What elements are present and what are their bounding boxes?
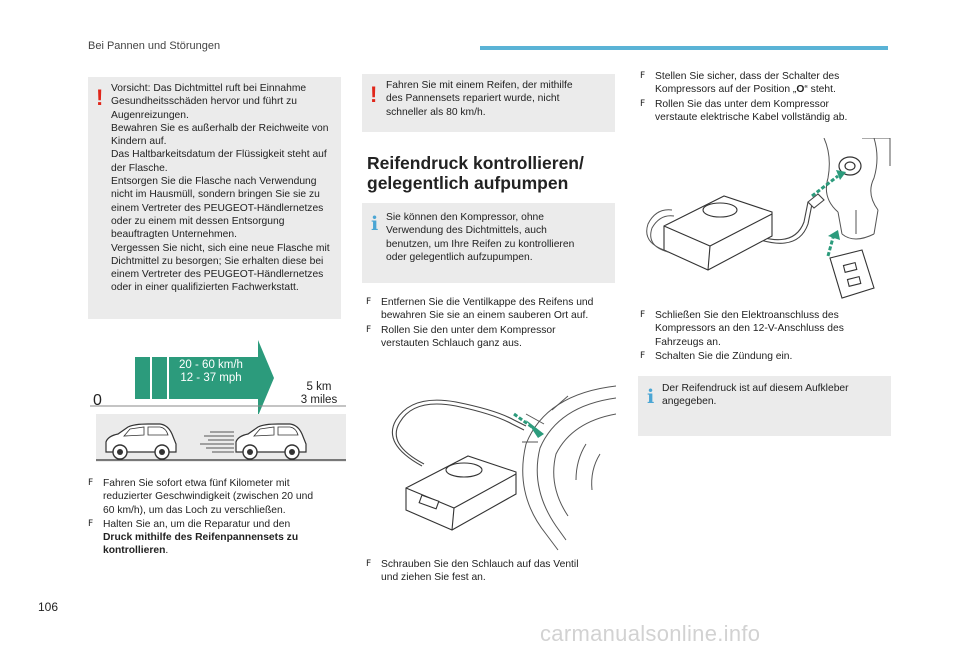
bullet-icon: F [366, 559, 372, 569]
warning-box-speed-limit [362, 74, 615, 132]
info-box-pressure-label [638, 376, 891, 436]
dashboard-graphic [824, 138, 890, 239]
info-icon: i [647, 386, 655, 408]
speed-mph: 12 - 37 mph [180, 372, 242, 384]
key-arrow-icon [828, 230, 840, 256]
warning-text: Fahren Sie mit einem Reifen, der mithilfe des Pannensets repariert wurde, nicht schneller als 80 km/h. [386, 80, 573, 118]
bullet-icon: F [640, 310, 646, 320]
instruction-list-hose [366, 558, 622, 586]
info-box-compressor [362, 203, 615, 283]
road-scene [96, 414, 346, 462]
watermark: carmanualsonline.info [540, 621, 761, 646]
bullet-icon: F [88, 478, 94, 488]
warning-icon: ! [370, 82, 378, 107]
warning-icon: ! [96, 85, 104, 110]
list-item: F Schrauben Sie den Schlauch auf das Ventil und ziehen Sie fest an. [366, 559, 579, 584]
bullet-icon: F [640, 350, 646, 361]
list-item: F Stellen Sie sicher, dass der Schalter des Kompressors auf der Position „O“ steht. [640, 71, 840, 96]
compressor-unit-icon [406, 456, 516, 530]
bullet-icon: F [366, 297, 372, 307]
key-fob-icon [830, 250, 874, 298]
page-number: 106 [38, 600, 59, 614]
list-item: F Entfernen Sie die Ventilkappe des Reifens und bewahren Sie sie an einem sauberen Ort auf. [366, 297, 594, 322]
bullet-icon: F [640, 98, 646, 109]
tire-graphic [522, 386, 616, 550]
distance-start-label: 0 [93, 392, 102, 409]
hose-graphic [392, 400, 526, 466]
speed-range-label [171, 357, 274, 399]
valve-arrow-icon [514, 414, 544, 438]
speed-kmh: 20 - 60 km/h [179, 359, 243, 371]
info-text: Der Reifendruck ist auf diesem Aufkleber angegeben. [662, 383, 849, 408]
compressor-socket-illustration [642, 138, 894, 304]
info-text: Sie können den Kompressor, ohne Verwendung des Dichtmittels, auch benutzen, um Ihre Reifen zu kontrollieren oder gelegentlich aufzupumpen. [386, 212, 575, 263]
info-icon: i [371, 213, 379, 235]
instruction-list-switch [640, 70, 896, 125]
compressor-tire-illustration [376, 384, 616, 552]
distance-miles: 3 miles [300, 394, 338, 406]
bullet-icon: F [366, 324, 372, 335]
instruction-list-drive [88, 477, 344, 559]
list-item: F Schließen Sie den Elektroanschluss des Kompressors an den 12-V-Anschluss des Fahrzeugs an. [640, 310, 844, 348]
bullet-icon: F [88, 518, 94, 529]
list-item: F Fahren Sie sofort etwa fünf Kilometer mit reduzierter Geschwindigkeit (zwischen 20 und 60 km/h), um das Loch zu verschließen. [88, 478, 314, 516]
list-item: F Rollen Sie den unter dem Kompressor verstauten Schlauch ganz aus. [366, 324, 556, 349]
header-accent-bar [480, 46, 888, 50]
compressor-unit-icon [664, 196, 772, 270]
instruction-list-valve [366, 296, 622, 351]
section-heading: Reifendruck kontrollieren/ gelegentlich aufpumpen [367, 153, 584, 193]
list-item: F Halten Sie an, um die Reparatur und den Druck mithilfe des Reifenpannensets zu kontrollieren. [88, 518, 299, 557]
bullet-icon: F [640, 71, 646, 81]
section-title: Bei Pannen und Störungen [88, 40, 221, 52]
warning-text: Vorsicht: Das Dichtmittel ruft bei Einnahme Gesundheitsschäden hervor und führt zu Augenreizungen. Bewahren Sie es außerhalb der Reichweite von Kindern auf. Das Haltbarkeitsdatum der Flüssigkeit steht auf der Flasche. Entsorgen Sie die Flasche nach Verwendung nicht im Hausmüll, sondern bringen Sie sie zu einem Vertreter des PEUGEOT-Händlernetzes oder zu einem mit dessen Entsorgung beauftragten Unternehmen. Vergessen Sie nicht, sich eine neue Flasche mit Dichtmittel zu besorgen; Sie erhalten diese bei einem Vertreter des PEUGEOT-Händlernetzes oder in einer qualifizierten Fachwerkstatt. [111, 83, 330, 294]
instruction-list-connect [640, 309, 896, 364]
list-item: F Rollen Sie das unter dem Kompressor verstaute elektrische Kabel vollständig ab. [640, 98, 848, 123]
distance-km: 5 km [306, 381, 332, 393]
warning-box-sealant [88, 77, 341, 319]
list-item: F Schalten Sie die Zündung ein. [640, 350, 793, 362]
distance-label [296, 381, 342, 407]
